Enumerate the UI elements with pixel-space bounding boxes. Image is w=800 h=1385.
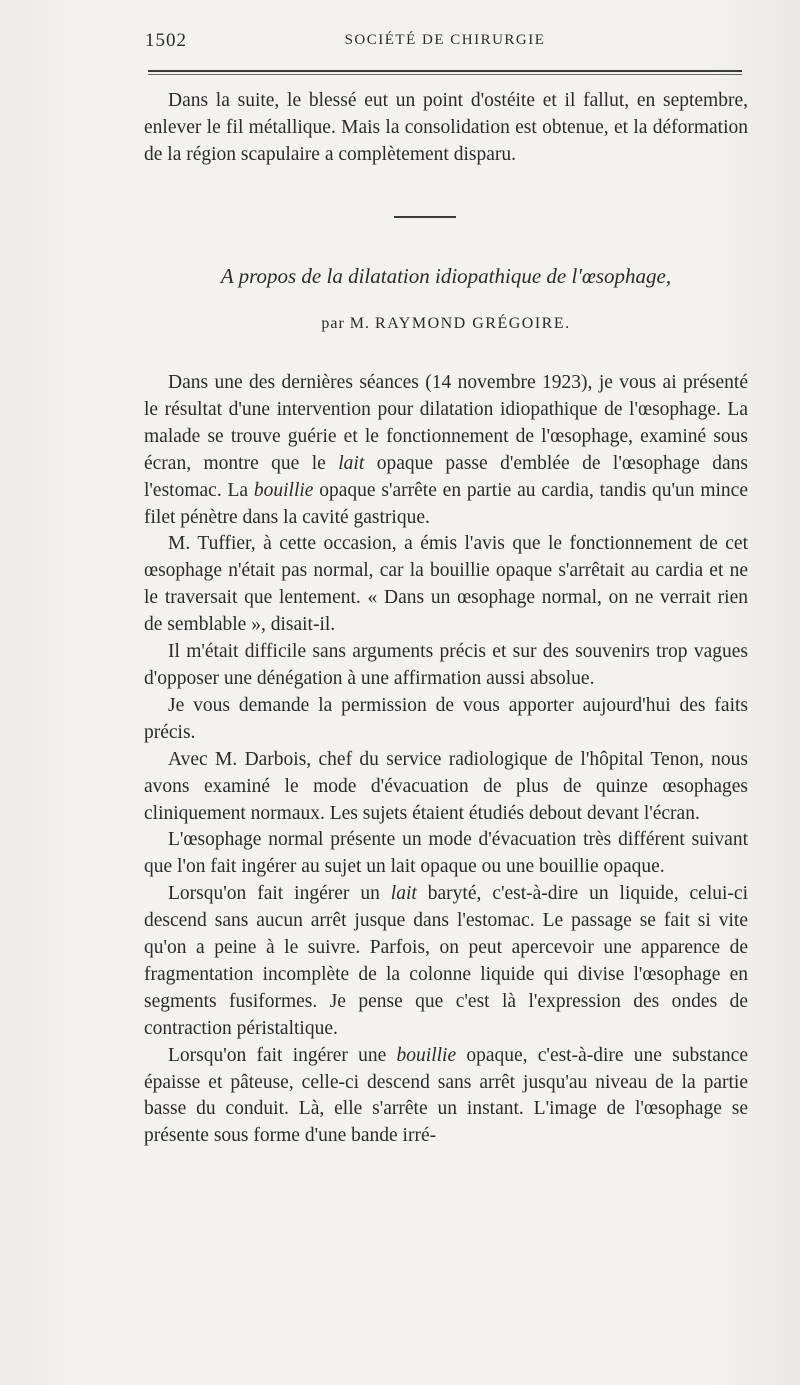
emphasis-lait: lait (338, 452, 365, 474)
article-title: A propos de la dilatation idiopathique de l'œsophage, (220, 264, 672, 288)
paragraph-4: Je vous demande la permission de vous apporter aujourd'hui des faits précis. (144, 694, 748, 743)
header-rule (148, 70, 742, 72)
author-name: RAYMOND GRÉGOIRE. (375, 315, 571, 332)
paragraph-1: Dans une des dernières séances (14 novembre 1923), je vous ai présenté le résultat d'une intervention pour dilatation idiopathique de l'œsophage. La malade se trouve guérie et le fonctionnement de l'œsophage, examiné sous écran, montre que le lait opaque passe d'emblée de l'œsophage dans l'estomac. La bouillie opaque s'arrête en partie au cardia, tandis qu'un mince filet pénètre dans la cavité gastrique. (144, 372, 748, 528)
byline-prefix: par M. (321, 315, 371, 332)
paragraph-8: Lorsqu'on fait ingérer une bouillie opaque, c'est-à-dire une substance épaisse et pâteuse, celle-ci descend sans arrêt jusqu'au niveau de la partie basse du conduit. Là, elle s'arrête un instant. L'image de l'œsophage se présente sous forme d'une bande irré- (144, 1044, 748, 1147)
running-head (145, 30, 745, 58)
paragraph-3: Il m'était difficile sans arguments précis et sur des souvenirs trop vagues d'opposer une dénégation à une affirmation aussi absolue. (144, 641, 748, 689)
byline (144, 315, 748, 333)
article-body (144, 370, 748, 1150)
paragraph-7: Lorsqu'on fait ingérer un lait baryté, c'est-à-dire un liquide, celui-ci descend sans aucun arrêt jusque dans l'estomac. Le passage se fait si vite qu'on a peine à le suivre. Parfois, on peut apercevoir une apparence de fragmentation incomplète de la colonne liquide qui divise l'œsophage en segments fusiformes. Je pense que c'est là l'expression des ondes de contraction péristaltique. (144, 883, 748, 1039)
paragraph-2: M. Tuffier, à cette occasion, a émis l'avis que le fonctionnement de cet œsophage n'était pas normal, car la bouillie opaque s'arrêtait au cardia et ne le traversait que lentement. « Dans un œsophage normal, on ne verrait rien de semblable », disait-il. (144, 533, 748, 636)
emphasis-lait: lait (390, 883, 417, 905)
emphasis-bouillie: bouillie (396, 1044, 457, 1066)
paragraph-5: Avec M. Darbois, chef du service radiologique de l'hôpital Tenon, nous avons examiné le mode d'évacuation de plus de quinze œsophages cliniquement normaux. Les sujets étaient étudiés debout devant l'écran. (144, 748, 748, 824)
emphasis-bouillie: bouillie (253, 479, 314, 501)
intro-paragraph: Dans la suite, le blessé eut un point d'ostéite et il fallut, en septembre, enlever le fil métallique. Mais la consolidation est obtenue, et la déformation de la région scapulaire a complètement disparu. (144, 90, 748, 165)
paragraph-6: L'œsophage normal présente un mode d'évacuation très différent suivant que l'on fait ingérer au sujet un lait opaque ou une bouillie opaque. (144, 829, 748, 878)
header-rule-thin (148, 74, 742, 75)
journal-title: SOCIÉTÉ DE CHIRURGIE (344, 32, 546, 48)
intro-text (144, 88, 748, 169)
page-number: 1502 (145, 30, 187, 51)
section-separator (394, 216, 456, 218)
